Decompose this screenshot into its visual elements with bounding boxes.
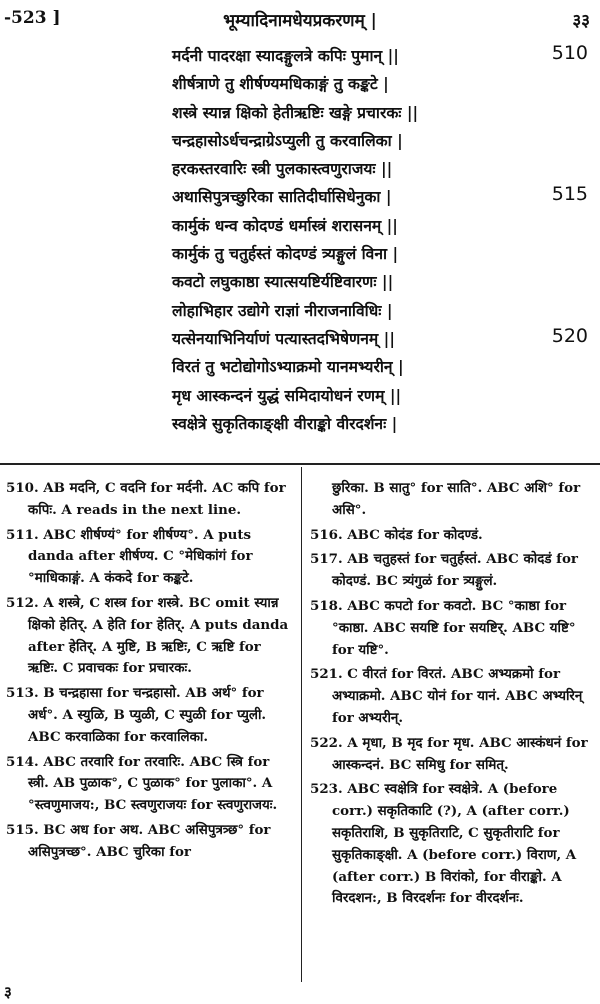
footnote: 513. B चन्द्रहासा for चन्द्रहासो. AB अर्थ° for अर्ध°. A स्युळि, B प्युळी, C स्पुळी for प्युली. ABC करवाळिका for करवालिका. — [6, 685, 267, 745]
running-header — [0, 6, 600, 36]
verse-line — [0, 40, 600, 68]
horizontal-divider — [0, 463, 600, 465]
verse-number: 515 — [551, 183, 588, 206]
verse-line — [0, 181, 600, 209]
verse-text: लोहाभिहार उद्योगे राज्ञां नीराजनाविधिः | — [172, 300, 393, 320]
footnote: 511. ABC शीर्षण्यं° for शीर्षण्य°. A puts danda after शीर्षण्य. C °मेधिकांगं for °माधिकाङ्गं. A कंकदे for कङ्कटे. — [6, 526, 253, 587]
verse-text: हरकस्तरवारिः स्त्री पुलकास्त्वणुराजयः || — [172, 159, 393, 179]
page-range-label: -523 ] — [4, 8, 61, 28]
verse-text: कवटो लघुकाष्ठा स्यात्सयष्टिर्यष्टिवारणः || — [172, 272, 394, 292]
page-number: ३३ — [572, 11, 590, 31]
verse-line — [0, 380, 600, 408]
verse-line — [0, 153, 600, 181]
verse-line — [0, 295, 600, 323]
verse-text: कार्मुकं तु चतुर्हस्तं कोदण्डं त्र्यङ्गुलं विना | — [172, 244, 399, 264]
verse-text: अथासिपुत्रच्छुरिका सातिदीर्घासिधेनुका | — [172, 187, 392, 207]
footnote: 523. ABC स्वक्षेत्रि for स्वक्षेत्रे. A (before corr.) सकृतिकाटि (?), A (after corr.) सकृतिराशि, B सुकृतिराटि, C सुकृतीराटि for सुकृतिकाङ्क्षी. A (before corr.) विराण, A (after corr.) B विरांको, for वीराङ्को. A विरदशन:, B विरदर्शनः for वीरदर्शनः. — [310, 781, 577, 907]
verse-text: स्वक्षेत्रे सुकृतिकाङ्क्षी वीराङ्को वीरदर्शनः | — [172, 413, 398, 433]
verse-text: मृध आस्कन्दनं युद्धं समिदायोधनं रणम् || — [172, 385, 402, 405]
footnote: छुरिका. B सातु° for साति°. ABC अशि° for असि°. — [332, 480, 581, 518]
verse-line — [0, 210, 600, 238]
notes-right-column — [310, 478, 594, 913]
footnote: 518. ABC कपटो for कवटो. BC °काष्ठा for °काष्ठा. ABC सयष्टि for सयष्टिर्. ABC यष्टि° for यष्टि°. — [310, 597, 576, 658]
verse-number: 510 — [551, 42, 588, 64]
verse-text: चन्द्रहासोऽर्धचन्द्राग्रेऽप्युली तु करवालिका | — [172, 130, 403, 150]
verse-text: शीर्षत्राणे तु शीर्षण्यमधिकाङ्गं तु कङ्कटे | — [172, 74, 389, 94]
verse-line — [0, 238, 600, 266]
verse-block — [0, 40, 600, 436]
notes-left-column — [6, 478, 292, 867]
verse-line — [0, 97, 600, 125]
verse-line — [0, 323, 600, 351]
column-divider — [301, 467, 302, 982]
verse-text: यत्सेनयाभिनिर्याणं पत्यास्तदभिषेणनम् || — [172, 328, 396, 348]
section-title: भूम्यादिनामधेयप्रकरणम् | — [223, 11, 377, 31]
footnote: 514. ABC तरवारि for तरवारिः. ABC स्त्रि for स्त्री. AB पुळाक°, C पुळाक° for पुलाका°. A °स्त्वणुमाजय:, BC स्त्वणुराजयः for स्त्वणुराजयः. — [6, 753, 278, 814]
verse-line — [0, 408, 600, 436]
verse-line — [0, 351, 600, 379]
verse-number: 520 — [551, 324, 588, 347]
footnote: 512. A शस्त्रे, C शस्त्र for शस्त्रे. BC omit स्यान्न क्षिको हेतिर्. A हेति for हेतिर्. A puts danda after हेतिर्. A मुष्टि, B ऋष्टिः, C ऋष्टि for ऋष्टिः. C प्रवाचकः for प्रचारकः. — [6, 594, 289, 677]
footnote: 522. A मृधा, B मृद for मृध. ABC आस्कंधनं for आस्कन्दनं. BC समिधु for समित्. — [310, 734, 588, 773]
verse-line — [0, 125, 600, 153]
verse-text: विरतं तु भटोद्योगोऽभ्याक्रमो यानमभ्यरीन् | — [172, 357, 404, 377]
verse-text: शस्त्रे स्यान्न क्षिको हेतीऋष्टिः खङ्गे प्रचारकः || — [172, 102, 419, 122]
footnote: 516. ABC कोदंड for कोदण्डं. — [310, 526, 483, 543]
verse-line — [0, 266, 600, 294]
footnote: 515. BC अध for अथ. ABC असिपुत्रत्र्छ° for असिपुत्रच्छ°. ABC चुरिका for — [6, 821, 271, 860]
verse-text: कार्मुकं धन्व कोदण्डं धर्मास्त्रं शरासनम् || — [172, 215, 398, 235]
footnote: 510. AB मदनि, C वदनि for मर्दनी. AC कपि for कपिः. A reads in the next line. — [6, 480, 286, 518]
verse-line — [0, 68, 600, 96]
verse-text: मर्दनी पादरक्षा स्यादङ्गुलत्रे कपिः पुमान् || — [172, 46, 399, 65]
footnote: 521. C वीरतं for विरतं. ABC अभ्यक्रमो for अभ्याक्रमो. ABC योनं for यानं. ABC अभ्यरिन् for अभ्यरीन्. — [310, 666, 583, 726]
footer-signature-mark: ३ — [4, 983, 12, 1001]
footnote: 517. AB चतुहस्तं for चतुर्हस्तं. ABC कोदडं for कोदण्डं. BC त्र्यंगुळं for त्र्यङ्गुलं. — [310, 551, 578, 590]
